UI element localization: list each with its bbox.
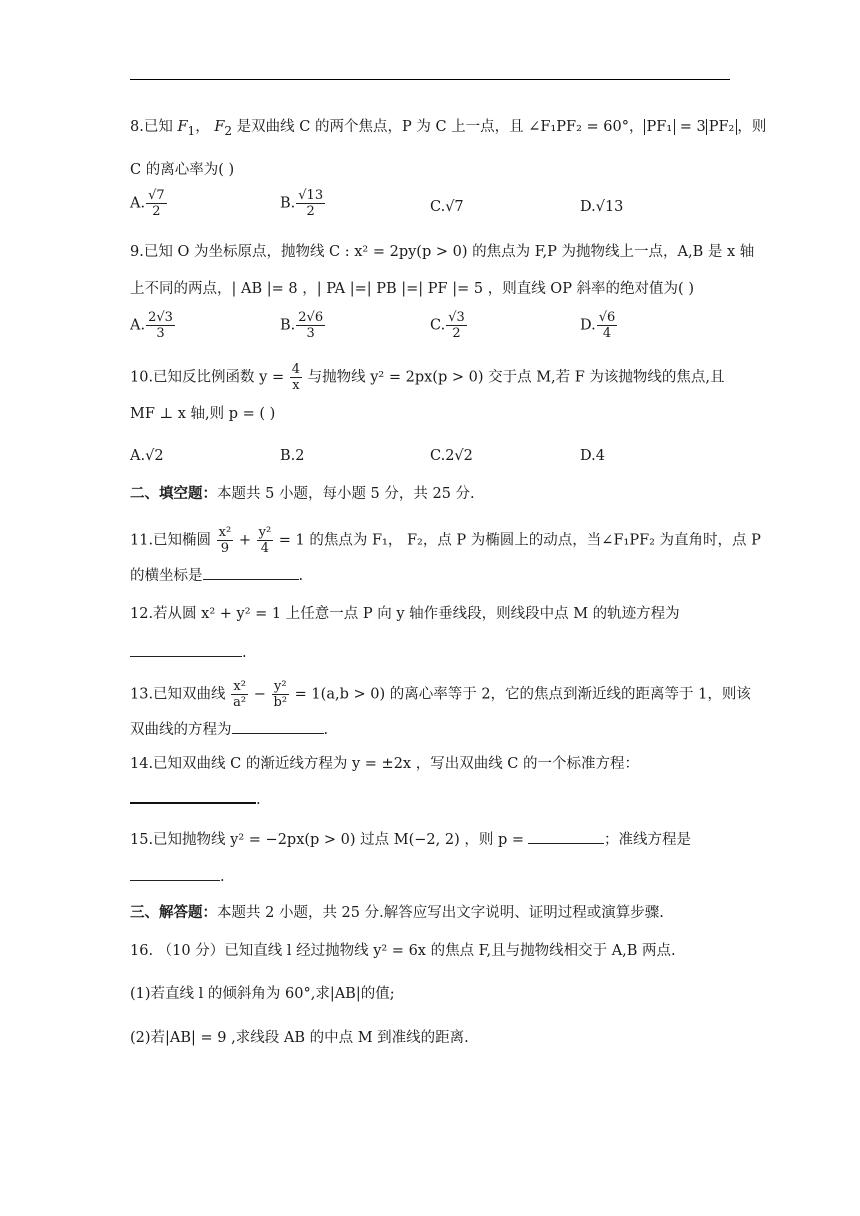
q8-sub1: 1 [187, 123, 196, 138]
q11-post: = 1 的焦点为 F₁， F₂，点 P 为椭圆上的动点，当∠F₁PF₂ 为直角时，点 P [274, 532, 761, 549]
q10-a-label: A. [130, 448, 146, 464]
q10-line2: MF ⊥ x 轴,则 p = ( ) [130, 406, 276, 422]
q9-option-a [130, 310, 176, 341]
q11-f2den: 4 [260, 541, 270, 556]
q14-end: . [256, 792, 261, 808]
q11-pre: 11.已知椭圆 [130, 532, 216, 549]
q8-eq: = 3 [675, 119, 706, 135]
q9-b-frac [296, 310, 325, 341]
q9-a-num: 2√3 [148, 310, 173, 325]
q10-line1 [130, 362, 725, 393]
q8-abs2: PF₂ [706, 119, 738, 135]
q13-frac1 [231, 679, 248, 710]
section-solutions [130, 903, 664, 923]
section-fill-in [130, 484, 475, 504]
q15-p-blank[interactable] [528, 829, 604, 844]
q14-answer-blank[interactable] [130, 788, 256, 804]
q10-c-val: 2√2 [445, 448, 473, 464]
q11-f1den: 9 [220, 541, 230, 556]
q8-option-a [130, 188, 168, 219]
q9-d-label: D. [580, 317, 596, 334]
q9-a-label: A. [130, 317, 146, 334]
q9-d-frac [597, 310, 618, 341]
q9-c-num: √3 [448, 310, 465, 325]
section2-text: 本题共 5 小题，每小题 5 分，共 25 分. [217, 486, 475, 502]
q8-option-b [280, 188, 326, 219]
q8-option-c [430, 197, 464, 217]
q13-line1 [130, 679, 751, 710]
q8-c-label: C. [430, 199, 446, 215]
q13-end: . [323, 722, 329, 738]
q12-line2 [130, 642, 247, 663]
q9-b-num: 2√6 [298, 310, 324, 325]
q8-a-den: 2 [152, 204, 161, 219]
q9-c-label: C. [430, 317, 446, 334]
q10-b-val: 2 [295, 448, 305, 464]
q11-f2num: y² [258, 525, 272, 540]
q11-frac1 [217, 525, 234, 556]
q14-line2 [130, 788, 261, 810]
q13-answer-blank[interactable] [232, 719, 324, 734]
section2-heading: 二、填空题： [130, 485, 217, 502]
q8-option-d [580, 197, 623, 217]
q8-d-val: √13 [595, 199, 624, 215]
q11-line2-text: 的横坐标是 [130, 568, 203, 584]
q13-minus: − [249, 686, 271, 703]
q8-a-num: √7 [148, 188, 165, 203]
q8-b-frac [296, 188, 325, 219]
q8-b-den: 2 [306, 204, 315, 219]
q11-plus: + [234, 532, 256, 549]
q15-post: ；准线方程是 [604, 832, 692, 848]
q10-d-val: 4 [595, 448, 605, 464]
q8-comma: ， [195, 119, 215, 135]
q8-abs1: PF₁ [644, 119, 676, 135]
q11-end: . [298, 568, 304, 584]
q15-end: . [220, 869, 225, 885]
q10-d-label: D. [580, 448, 596, 464]
q15-pre: 15.已知抛物线 y² = −2px(p > 0) 过点 M(−2, 2) ，则 p = [130, 832, 525, 848]
q8-line2: C 的离心率为( ) [130, 162, 235, 178]
q9-d-den: 4 [602, 326, 612, 341]
q10-a-val: √2 [145, 448, 164, 464]
q11-line2 [130, 565, 303, 586]
q14-line1: 14.已知双曲线 C 的渐近线方程为 y = ±2x ，写出双曲线 C 的一个标准方程： [130, 756, 640, 772]
q10-b-label: B. [280, 448, 296, 464]
q9-a-frac [146, 310, 175, 341]
q9-option-c [430, 310, 468, 341]
q8-sub2: 2 [224, 123, 233, 138]
q10-num: 4 [291, 362, 301, 377]
q9-c-frac [446, 310, 467, 341]
q9-option-d [580, 310, 618, 341]
q9-c-den: 2 [452, 326, 461, 341]
q11-frac2 [257, 525, 274, 556]
q12-line1: 12.若从圆 x² + y² = 1 上任意一点 P 向 y 轴作垂线段，则线段中点 M 的轨迹方程为 [130, 606, 680, 622]
q8-d-label: D. [580, 199, 596, 215]
q13-frac2 [272, 679, 290, 710]
q9-option-b [280, 310, 326, 341]
q9-a-den: 3 [156, 326, 165, 341]
q15-line2 [130, 866, 225, 887]
q16-part2: (2)若|AB| = 9 ,求线段 AB 的中点 M 到准线的距离. [130, 1030, 469, 1046]
q13-f1num: x² [233, 679, 246, 694]
q16-line1: 16. （10 分）已知直线 l 经过抛物线 y² = 6x 的焦点 F,且与抛物线相交于 A,B 两点. [130, 943, 676, 959]
q8-a-label: A. [130, 195, 146, 212]
q10-frac [290, 362, 302, 393]
q13-line2 [130, 719, 328, 740]
q10-c-label: C. [430, 448, 446, 464]
q11-line1 [130, 525, 761, 556]
q11-answer-blank[interactable] [203, 565, 299, 580]
q10-option-b [280, 446, 305, 466]
q15-directrix-blank[interactable] [130, 866, 220, 881]
q8-b-label: B. [280, 195, 296, 212]
q10-option-a [130, 446, 164, 466]
q10-post: 与抛物线 y² = 2px(p > 0) 交于点 M,若 F 为该抛物线的焦点,且 [303, 369, 725, 386]
q13-line2-text: 双曲线的方程为 [130, 722, 232, 738]
q8-mid: 是双曲线 C 的两个焦点，P 为 C 上一点，且 ∠F₁PF₂ = 60°， [232, 119, 644, 135]
q9-b-den: 3 [306, 326, 315, 341]
q9-d-num: √6 [598, 310, 616, 325]
q12-end: . [242, 645, 247, 661]
q10-option-c [430, 446, 473, 466]
q10-option-d [580, 446, 605, 466]
section3-text: 本题共 2 小题，共 25 分.解答应写出文字说明、证明过程或演算步骤. [217, 905, 664, 921]
q10-pre: 10.已知反比例函数 y = [130, 369, 289, 386]
q13-f2num: y² [274, 679, 287, 694]
q8-line1 [130, 117, 766, 141]
q13-pre: 13.已知双曲线 [130, 686, 231, 703]
q13-f2den: b² [273, 695, 288, 710]
q15-line1 [130, 829, 691, 850]
q13-f1den: a² [233, 695, 247, 710]
q8-f1: F [177, 119, 188, 135]
header-rule [130, 79, 730, 80]
q8-c-val: √7 [445, 199, 464, 215]
q12-answer-blank[interactable] [130, 642, 242, 657]
q8-f2: F [214, 119, 225, 135]
q8-text: 8.已知 [130, 119, 178, 135]
section3-heading: 三、解答题： [130, 904, 217, 921]
q16-part1: (1)若直线 l 的倾斜角为 60°,求|AB|的值; [130, 986, 395, 1002]
q8-a-frac [146, 188, 167, 219]
q9-line2: 上不同的两点，| AB |= 8 ，| PA |=| PB |=| PF |= 5 ，则直线 OP 斜率的绝对值为( ) [130, 281, 694, 297]
q13-post: = 1(a,b > 0) 的离心率等于 2，它的焦点到渐近线的距离等于 1，则该 [290, 686, 751, 703]
q8-end: ，则 [737, 119, 767, 135]
q11-f1num: x² [218, 525, 232, 540]
q9-line1: 9.已知 O 为坐标原点，抛物线 C : x² = 2py(p > 0) 的焦点为 F,P 为抛物线上一点，A,B 是 x 轴 [130, 244, 755, 260]
q10-den: x [292, 378, 300, 393]
q8-b-num: √13 [298, 188, 324, 203]
q9-b-label: B. [280, 317, 296, 334]
